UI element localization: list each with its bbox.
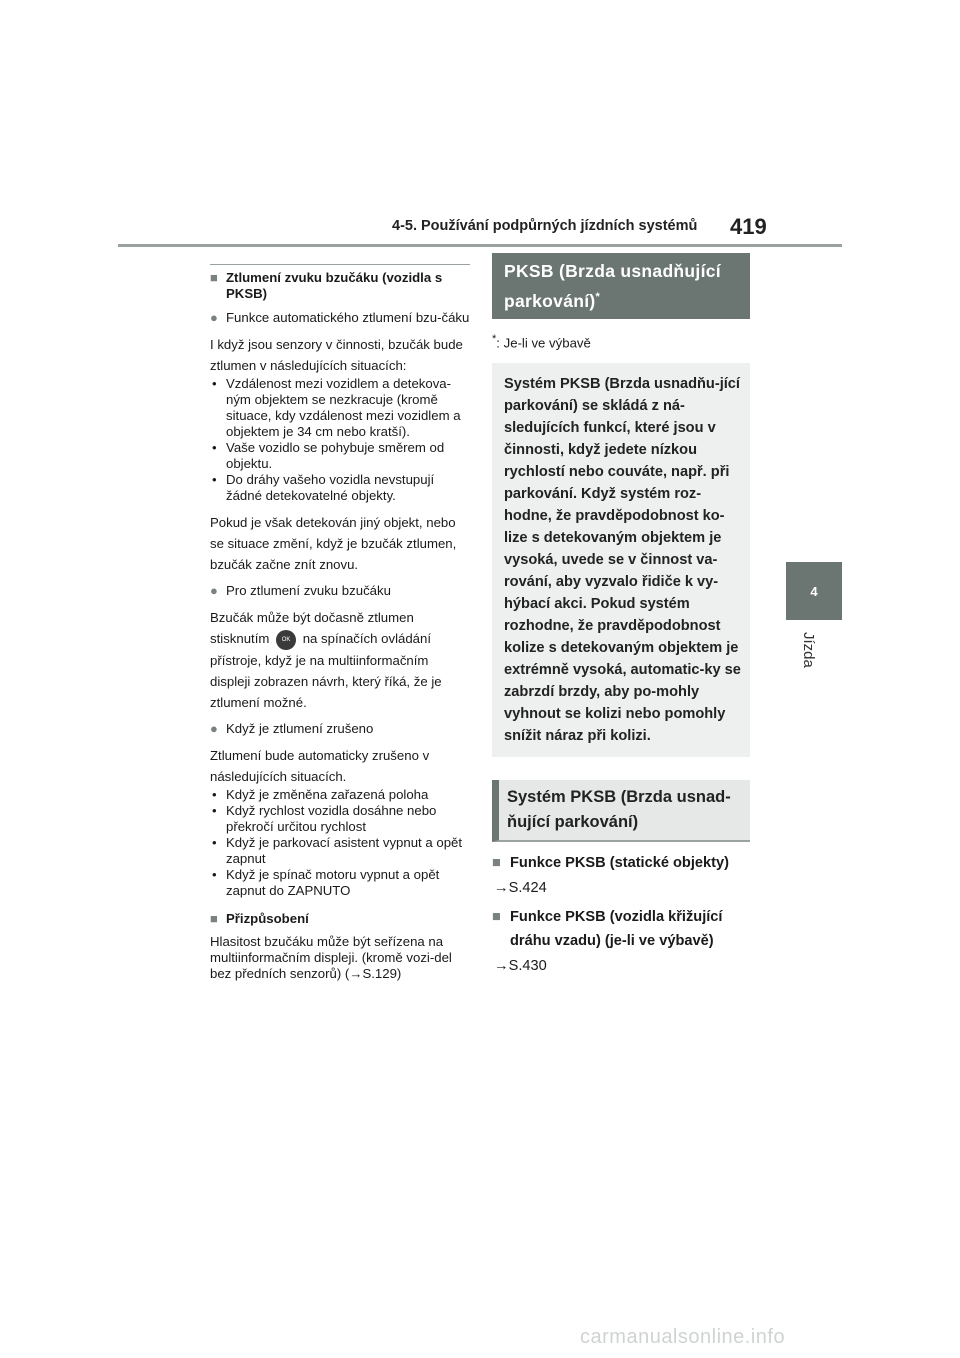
list-item: • Když je parkovací asistent vypnut a opět zapnut: [212, 834, 463, 866]
ok-button-icon: OK: [276, 630, 296, 650]
paragraph: Bzučák může být dočasně ztlumen stisknutím OK na spínačích ovládání přístroje, když je na multiinformačním displeji zobrazen návrh, který říká, že je ztlumení možné.: [210, 610, 442, 710]
page-reference-link[interactable]: →S.430: [494, 958, 547, 975]
subheading-mute-cancel: ● Když je ztlumení zrušeno: [210, 720, 374, 736]
equipment-note: *: Je-li ve výbavě: [492, 332, 591, 351]
page-reference-link[interactable]: →S.424: [494, 880, 547, 897]
square-bullet-icon: ■: [210, 270, 218, 285]
paragraph: I když jsou senzory v činnosti, bzučák bude ztlumen v následujících situacích:: [210, 337, 463, 373]
section-divider: [210, 264, 470, 265]
dot-bullet-icon: ●: [210, 310, 218, 325]
list-item: • Vzdálenost mezi vozidlem a detekova-ným objektem se nezkracuje (kromě situace, kdy vzdálenost mezi vozidlem a objektem je 34 cm nebo kratší).: [212, 376, 461, 439]
subheading-auto-mute: ● Funkce automatického ztlumení bzu-čáku: [210, 310, 470, 325]
pksb-intro-box: Systém PKSB (Brzda usnadňu-jící parkování) se skládá z ná-sledujících funkcí, které jsou v činnosti, když jedete nízkou rychlostí nebo couváte, např. při parkování. Když systém roz-hodne, že pravděpodobnost ko-lize s detekovaným objektem je vysoká, uvede se v činnost va-rování, aby vyzvalo řidiče k vy-hýbací akci. Pokud systém rozhodne, že pravděpodobnost kolize s detekovaným objektem je extrémně vysoká, automatic-ky se zabrzdí brzdy, aby po-mohly vyhnout se kolizi nebo pomohly snížit náraz při kolizi.: [492, 363, 750, 757]
square-bullet-icon: ■: [492, 909, 501, 926]
paragraph: Hlasitost bzučáku může být seřízena na multiinformačním displeji. (kromě vozi-del bez předních senzorů) (→S.129): [210, 933, 452, 981]
function-item: ■ Funkce PKSB (statické objekty): [492, 851, 750, 875]
paragraph: Pokud je však detekován jiný objekt, nebo se situace změní, když je bzučák ztlumen, bzučák začne znít znovu.: [210, 515, 457, 572]
bullet-list: [210, 787, 470, 899]
pksb-system-heading: Systém PKSB (Brzda usnad-ňující parkování): [492, 780, 750, 842]
dot-bullet-icon: ●: [210, 720, 218, 736]
dot-bullet-icon: ●: [210, 583, 218, 598]
bullet-list: [210, 376, 470, 504]
function-item: ■ Funkce PKSB (vozidla křižující dráhu vzadu) (je-li ve výbavě): [492, 905, 750, 953]
subheading-mute-how: ● Pro ztlumení zvuku bzučáku: [210, 583, 391, 598]
list-item: • Vaše vozidlo se pohybuje směrem od objektu.: [212, 440, 445, 471]
square-bullet-icon: ■: [492, 855, 501, 872]
section-title: 4-5. Používání podpůrných jízdních systémů: [392, 218, 698, 234]
left-column: [210, 264, 470, 982]
chapter-label: Jízda: [800, 632, 817, 668]
heading-buzzer-mute: ■ Ztlumení zvuku bzučáku (vozidla s PKSB): [210, 270, 443, 301]
header-divider: [118, 244, 842, 247]
chapter-tab: 4: [786, 562, 842, 620]
right-column: [492, 253, 750, 974]
list-item: • Když rychlost vozidla dosáhne nebo překročí určitou rychlost: [212, 802, 437, 834]
list-item: • Když je změněna zařazená poloha: [212, 786, 429, 802]
square-bullet-icon: ■: [210, 910, 218, 926]
list-item: • Do dráhy vašeho vozidla nevstupují žádné detekovatelné objekty.: [212, 472, 435, 503]
pksb-title-box: PKSB (Brzda usnadňující parkování)*: [492, 253, 750, 319]
paragraph: Ztlumení bude automaticky zrušeno v následujících situacích.: [210, 747, 430, 784]
heading-customization: ■ Přizpůsobení: [210, 910, 309, 926]
page-number: 419: [730, 214, 767, 239]
watermark-text: carmanualsonline.info: [580, 1326, 786, 1348]
list-item: • Když je spínač motoru vypnut a opět zapnut do ZAPNUTO: [212, 866, 440, 898]
